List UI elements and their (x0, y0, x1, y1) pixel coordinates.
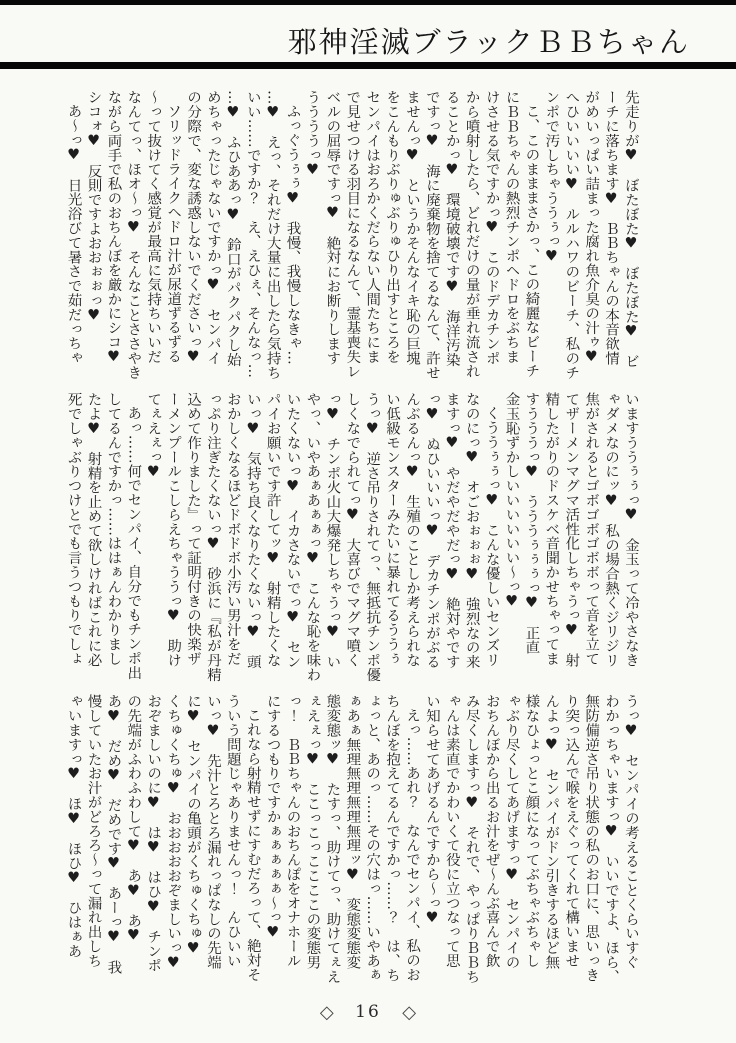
text-column: 先走りが♥ ぼたぼた♥ ぼたぼた♥ ビ (623, 90, 639, 369)
text-column: いますううぅぅっ♥ 金玉って冷やさなき (623, 392, 639, 668)
text-column: あっ……何でセンパイ、自分でもチンポ出 (125, 406, 142, 680)
text-column: …♥ えっ、それだけ大量に出したら気持ち (264, 90, 281, 380)
text-band-3 (63, 694, 640, 982)
text-column: おかしくなるほどドボドボ小汚い男汁をだ (224, 392, 241, 666)
text-column: へひいいいい♥ ルルハワのビーチ、私のチ (563, 90, 580, 380)
text-column: っ♥ ぬひいいいっ♥ デカチンポがぶる (423, 392, 440, 669)
text-column: ンポで汚しちゃううぅっ♥ (543, 90, 560, 265)
text-column: シコォ♥ 反則ですよおおぉぉっ♥ (85, 90, 102, 324)
text-column: ～って抜けてく感覚が最高に気持ちいいだ (145, 90, 162, 364)
text-column: センパイはおろかくだらない人間たちにま (364, 90, 381, 364)
text-column: にするつもりですかぁぁぁぁぁ～っ♥ (264, 694, 281, 941)
text-column: してるんですかっ……ははぁんわかりまし (105, 392, 122, 666)
text-column: 態変態ッ♥ たすっ、助けてっ、助けてぇえ (324, 694, 341, 984)
text-column: なんてっ、ほオ～っ♥ そんなことささやき (125, 90, 142, 380)
header-rule (0, 62, 736, 69)
text-column: ういう問題じゃありませんっ！ んひいい (224, 694, 241, 968)
text-column: 込めて作りました』って証明付きの快楽ザ (185, 392, 202, 666)
text-column: めちゃったじゃないですかっ♥ センパイ (204, 90, 221, 366)
text-column: ゃぶり尽くしてあげますっ♥ センパイの (503, 694, 520, 970)
text-column: しくなでられてっ♥ 大喜びでマグマ噴く (344, 392, 361, 668)
text-column: ませんっ♥ というかそんなイキ恥の巨塊 (404, 90, 421, 366)
text-column: てぇえぇっ♥ (145, 392, 162, 480)
text-column: あ～っ♥ 日光浴びて暑さで茹だっちゃ (65, 104, 82, 366)
top-edge-bar (0, 0, 736, 5)
text-column: ぁあぁ無理無理無理無理ッ♥ 変態変態変 (344, 694, 361, 970)
text-band-1 (63, 90, 640, 378)
text-column: こ、このまままさかっ、この綺麗なビーチ (523, 104, 540, 378)
text-column: ゃいますっ♥ ほ♥ ほひ♥ ひはぁあ (65, 694, 82, 958)
text-column: うっ♥ センパイの考えることくらいすぐ (623, 694, 639, 970)
text-column: ベルの屈辱ですっ♥ 絶対にお断りします (324, 90, 341, 366)
text-column: っぷり注ぎたくないっ♥ 砂浜に『私が丹精 (204, 392, 221, 682)
text-column: やっ、いやあぁあぁぁっ♥ こんな恥を味わ (304, 392, 321, 682)
text-column: いい……ですか？ え、えひぇ、そんなっ… (244, 90, 261, 378)
text-column: み尽くしますっ♥ それで、やっぱりＢＢち (463, 694, 480, 984)
text-column: 慢していたお汁がどろろ～って漏れ出しち (85, 694, 102, 968)
text-column: わかっちゃいますっ♥ いいですよ、ほら、 (603, 694, 620, 984)
text-column: んぶるんっ♥ 生殖のことしか考えられな (404, 392, 421, 668)
text-column: の分際で、変な誘惑しないでくださいっ♥ (185, 90, 202, 366)
text-column: い知らせてあげるんですから～っ♥ (423, 694, 440, 926)
text-column: けさせる気ですかっ♥ このドデカチンポ (483, 90, 500, 366)
text-column: 金玉恥ずかしいいいいいい～っ♥ (503, 392, 520, 610)
footer-diamond-right-icon: ◇ (402, 1002, 417, 1023)
text-column: ゃんは素直でかわいくて役に立つなって思 (443, 694, 460, 968)
text-column: ますっ♥ やだやだやだっ♥ 絶対やです (443, 392, 460, 669)
text-column: っ♥ チンポ火山大爆発しちゃうっ♥ い (324, 392, 341, 669)
text-body (63, 90, 640, 996)
text-column: これなら射精せずにすむだろって、絶対そ (244, 708, 261, 982)
text-column: いっ♥ 先汁とろとろ漏れっぱなしの先端 (204, 694, 221, 970)
page-footer (0, 1002, 736, 1023)
text-column: をこんもりぶりゅぶりゅひり出すところを (384, 90, 401, 364)
footer-diamond-left-icon: ◇ (319, 1002, 334, 1023)
text-column: なのにっ♥ オごおぉぉぉ♥ 強烈なの来 (463, 392, 480, 669)
text-column: にＢＢちゃんの熱烈チンポヘドロをぶちま (503, 90, 520, 364)
text-column: 死でしゃぶりつけとでも言うつもりでしょ (65, 392, 82, 666)
text-column: がめいっぱい詰まった腐れ魚介臭の汁ゥ♥ (583, 90, 600, 366)
text-column: 精したがりのドスケベ音聞かせちゃってま (543, 392, 560, 666)
text-band-2 (63, 392, 640, 680)
text-column: おちんぼから出るお汁をぜ～んぶ喜んで飲 (483, 694, 500, 968)
text-column: ーチに落ちます♥ ＢＢちゃんの本音欲情 (603, 90, 620, 366)
text-column: ゃダメなのにッ♥ 私の場合熱くジリジリ (603, 392, 620, 668)
text-column: ぇえぇっ♥ ここっこっここここの変態男 (304, 694, 321, 970)
text-column: に♥ センパイの亀頭がくちゅくちゅ♥ (185, 694, 202, 957)
text-column: 焦がされるとゴボゴボゴボボって音を立て (583, 392, 600, 666)
text-column: ーメンプールこしらえちゃううっ♥ 助け (165, 392, 182, 668)
text-column: えっ……あれ？ なんでセンパイ、私のお (404, 708, 421, 982)
text-column: い低級モンスターみたいに暴れてるううぅ (384, 392, 401, 666)
text-column: たよ♥ 射精を止めて欲しければこれに必 (85, 392, 102, 668)
text-column: すうううっ♥ うううぅぅぅっ♥ 正直 (523, 392, 540, 655)
text-column: おぞましいのに♥ は♥ はひ♥ チンポ (145, 694, 162, 973)
text-column: くううぅぅっ♥ こんな優しいセンズリ (483, 406, 500, 668)
text-column: いっ♥ 気持ち良くなりたくないっ♥ 頭 (244, 392, 261, 669)
text-column: 様なひょっとこ顔になってぶちゃぶちゃし (523, 694, 540, 968)
text-column: っ！ ＢＢちゃんのおちんぽをオナホール (284, 694, 301, 968)
page-number: 16 (355, 1002, 381, 1022)
text-column: てザーメンマグマ活性化しちゃうっ♥ 射 (563, 392, 580, 668)
text-column: から噴射したら、どれだけの量が垂れ流され (463, 90, 480, 378)
text-column: ることかっ♥ 環境破壊です♥ 海洋汚染 (443, 90, 460, 367)
text-column: いたくないっ♥ イカさないでっ♥ セン (284, 392, 301, 669)
text-column: あ♥ だめ♥ だめです♥ あーっ♥ 我 (105, 694, 122, 974)
text-column: ょっと、あのっ……その穴はっ……いやあぁ (364, 694, 381, 982)
text-column: …♥ ふひああっ♥ 鈴口がパクパクし始 (224, 90, 241, 367)
text-column: くちゅくちゅ♥ おおおおおぞましいっ♥ (165, 694, 182, 971)
text-column: ソリッドライクヘドロ汁が尿道ずるずる (165, 104, 182, 364)
page-header (288, 20, 690, 61)
text-column: ながら両手で私のおちんぼを厳かにシコ♥ (105, 90, 122, 366)
text-column: んよっ♥ センパイがドン引きするほど無 (543, 694, 560, 970)
text-column: パイお願いです許してッ♥ 射精したくな (264, 392, 281, 668)
text-column: うっ♥ 逆さ吊りされてっ、無抵抗チンポ優 (364, 392, 381, 682)
text-column: 無防備逆さ吊り状態の私のお口に、思いっき (583, 694, 600, 982)
text-column: の先端がふわふわして♥ あ♥ あ♥ (125, 694, 142, 944)
page-title: 邪神淫滅ブラックＢＢちゃん (287, 25, 690, 59)
text-column: ですっ♥ 海に廃棄物を捨てるなんて、許せ (423, 90, 440, 380)
text-column: で見せつける羽目になるなんて、霊基喪失レ (344, 90, 361, 378)
text-column: ふっぐうぅぅ♥ 我慢、我慢しなきゃ… (284, 104, 301, 366)
text-column: ううううっ♥ (304, 90, 321, 178)
text-column: り突っ込んで喉をえぐってくれて構いませ (563, 694, 580, 968)
text-column: ちんぼを抱えてるんですかっ……？ は、ち (384, 694, 401, 982)
